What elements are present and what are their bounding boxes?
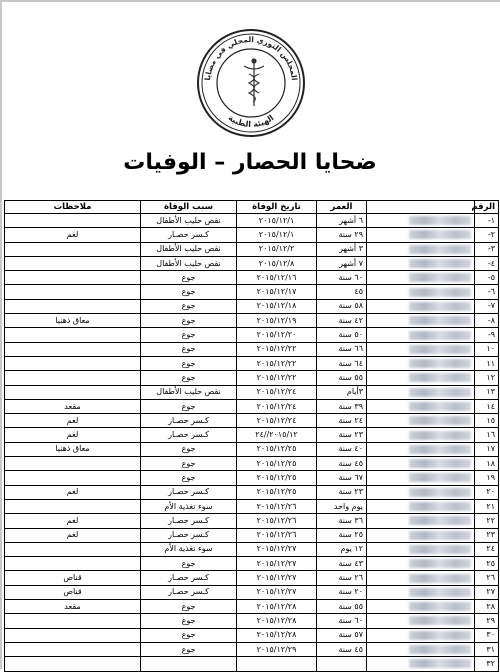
death-cause-cell: كـسر حصـار [141, 585, 237, 599]
death-date-cell: ٢٠١٥/١٢/٢ [237, 242, 317, 256]
row-number-cell: ١٦ [475, 428, 499, 442]
redacted-name-blur [409, 302, 471, 311]
notes-cell: لغم [5, 485, 141, 499]
death-cause-cell: جوع [141, 399, 237, 413]
age-cell: ٣٩ سنة [317, 399, 367, 413]
death-cause-cell: نقص حليب الأطفال [141, 214, 237, 228]
table-row [5, 542, 499, 556]
age-cell: ٦٠ سنة [317, 614, 367, 628]
age-cell: ٦٦ سنة [317, 342, 367, 356]
redacted-name-cell [367, 485, 475, 499]
death-date-cell: ٢٠١٥/١٢/٢٤ [237, 399, 317, 413]
red-crescent-icon [222, 54, 251, 112]
redacted-name-cell [367, 471, 475, 485]
notes-cell [5, 542, 141, 556]
death-date-cell: ٢٠١٥/١٢/١ [237, 228, 317, 242]
redacted-name-blur [409, 345, 471, 354]
notes-cell [5, 628, 141, 642]
redacted-name-blur [409, 545, 471, 554]
death-cause-cell: جوع [141, 356, 237, 370]
redacted-name-blur [409, 288, 471, 297]
table-row [5, 571, 499, 585]
notes-cell [5, 614, 141, 628]
death-date-cell: ٢٠١٥/١٢/٢٦ [237, 499, 317, 513]
table-row [5, 271, 499, 285]
redacted-name-blur [409, 473, 471, 482]
redacted-name-blur [409, 216, 471, 225]
age-cell: ٣ أشهر [317, 242, 367, 256]
notes-cell [5, 657, 141, 671]
row-number-cell: ٦- [475, 285, 499, 299]
notes-cell [5, 299, 141, 313]
death-date-cell: ٢٠١٥/١٢/٢٥ [237, 442, 317, 456]
table-row [5, 242, 499, 256]
death-cause-cell: جوع [141, 371, 237, 385]
death-date-cell: ٢٠١٥/١٢/٢٦ [237, 528, 317, 542]
redacted-name-blur [409, 488, 471, 497]
caduceus-icon [244, 59, 264, 106]
redacted-name-blur [409, 574, 471, 583]
notes-cell: لغم [5, 228, 141, 242]
row-number-cell: ٢٢ [475, 514, 499, 528]
row-number-cell: ٢٣ [475, 528, 499, 542]
notes-cell [5, 499, 141, 513]
table-row [5, 557, 499, 571]
redacted-name-blur [409, 259, 471, 268]
death-cause-cell: كـسر حصـار [141, 414, 237, 428]
redacted-name-cell [367, 600, 475, 614]
notes-cell: معاق ذهنيا [5, 442, 141, 456]
column-header-number: الرقم [475, 201, 499, 214]
redacted-name-blur [409, 373, 471, 382]
redacted-name-cell [367, 542, 475, 556]
death-cause-cell: كـسر حصـار [141, 485, 237, 499]
age-cell: ٦٤ سنة [317, 356, 367, 370]
table-row [5, 356, 499, 370]
notes-cell [5, 242, 141, 256]
death-cause-cell: جوع [141, 614, 237, 628]
table-row [5, 457, 499, 471]
death-date-cell: ٢٠١٥/١٢/١٩ [237, 314, 317, 328]
row-number-cell: ٣٠ [475, 628, 499, 642]
row-number-cell: ٢٥ [475, 557, 499, 571]
table-row [5, 485, 499, 499]
death-date-cell: ٢٠١٥/١٢/٢٩ [237, 642, 317, 656]
notes-cell: لغم [5, 414, 141, 428]
redacted-name-blur [409, 388, 471, 397]
row-number-cell: ١٣ [475, 385, 499, 399]
death-cause-cell: جوع [141, 442, 237, 456]
table-header-row [5, 201, 499, 214]
redacted-name-blur [409, 659, 471, 668]
death-cause-cell [141, 657, 237, 671]
death-cause-cell: جوع [141, 328, 237, 342]
row-number-cell: ٥- [475, 271, 499, 285]
row-number-cell: ١٤ [475, 399, 499, 413]
age-cell: ٢٠ سنة [317, 585, 367, 599]
table-row [5, 471, 499, 485]
row-number-cell: ٢٨ [475, 600, 499, 614]
redacted-name-blur [409, 531, 471, 540]
age-cell: يوم واحد [317, 499, 367, 513]
row-number-cell: ٢٤ [475, 542, 499, 556]
redacted-name-cell [367, 214, 475, 228]
row-number-cell: ١٩ [475, 471, 499, 485]
table-row [5, 642, 499, 656]
page-edge-left [0, 0, 2, 669]
death-date-cell: ٢٠١٥/١٢/٢٠ [237, 328, 317, 342]
death-date-cell: ٢٠١٥/١٢/٢٧ [237, 585, 317, 599]
row-number-cell: ١١ [475, 356, 499, 370]
redacted-name-blur [409, 359, 471, 368]
redacted-name-blur [409, 645, 471, 654]
death-cause-cell: كـسر حصـار [141, 571, 237, 585]
death-date-cell: ٢٠١٥/١٢/٢٦ [237, 514, 317, 528]
redacted-name-blur [409, 631, 471, 640]
redacted-name-cell [367, 657, 475, 671]
death-cause-cell: جوع [141, 557, 237, 571]
redacted-name-cell [367, 271, 475, 285]
notes-cell: لغم [5, 528, 141, 542]
death-cause-cell: نقص حليب الأطفال [141, 385, 237, 399]
notes-cell: قناص [5, 585, 141, 599]
age-cell: ٤٣ سنة [317, 557, 367, 571]
redacted-name-blur [409, 602, 471, 611]
notes-cell [5, 271, 141, 285]
redacted-name-cell [367, 299, 475, 313]
row-number-cell: ٢٠ [475, 485, 499, 499]
redacted-name-cell [367, 614, 475, 628]
notes-cell [5, 371, 141, 385]
death-cause-cell: سوء تغذية الأم [141, 499, 237, 513]
row-number-cell: ٧- [475, 299, 499, 313]
table-row [5, 328, 499, 342]
redacted-name-cell [367, 585, 475, 599]
death-cause-cell: جوع [141, 642, 237, 656]
death-cause-cell: كـسر حصـار [141, 428, 237, 442]
death-cause-cell: جوع [141, 314, 237, 328]
notes-cell [5, 285, 141, 299]
table-row [5, 314, 499, 328]
column-header-age: العمر [317, 201, 367, 214]
redacted-name-cell [367, 571, 475, 585]
age-cell [317, 657, 367, 671]
redacted-name-cell [367, 414, 475, 428]
death-date-cell: ٢٠١٥/١٢/٢٥ [237, 471, 317, 485]
death-date-cell: ٢٠١٥/١٢/١٧ [237, 285, 317, 299]
row-number-cell: ٩- [475, 328, 499, 342]
redacted-name-cell [367, 457, 475, 471]
table-row [5, 285, 499, 299]
column-header-cause: سبب الوفاة [141, 201, 237, 214]
table-row [5, 299, 499, 313]
notes-cell: مقعد [5, 399, 141, 413]
redacted-name-cell [367, 371, 475, 385]
redacted-name-blur [409, 316, 471, 325]
table-row [5, 256, 499, 270]
table-row [5, 600, 499, 614]
redacted-name-blur [409, 431, 471, 440]
table-row [5, 614, 499, 628]
redacted-name-blur [409, 588, 471, 597]
row-number-cell: ٢١ [475, 499, 499, 513]
row-number-cell: ١- [475, 214, 499, 228]
death-date-cell: ٢٠١٥/١٢/٢٨ [237, 614, 317, 628]
logo-text-top: المجلس الثوري المحلي في مضايا [203, 34, 299, 81]
table-row [5, 442, 499, 456]
redacted-name-cell [367, 228, 475, 242]
age-cell: ٦٧ سنة [317, 471, 367, 485]
redacted-name-blur [409, 402, 471, 411]
redacted-name-cell [367, 328, 475, 342]
redacted-name-blur [409, 459, 471, 468]
age-cell: ٥٥ سنة [317, 600, 367, 614]
age-cell: ٢٦ سنة [317, 571, 367, 585]
redacted-name-blur [409, 616, 471, 625]
death-cause-cell: جوع [141, 285, 237, 299]
death-cause-cell: جوع [141, 342, 237, 356]
redacted-name-blur [409, 516, 471, 525]
age-cell: ٢٣ سنة [317, 428, 367, 442]
table-row [5, 499, 499, 513]
death-date-cell: ٢٠١٥/١٢/٢٨ [237, 600, 317, 614]
death-cause-cell: جوع [141, 271, 237, 285]
logo-text-bottom: الهيئة الطبية [226, 113, 276, 130]
death-date-cell: ٢٠١٥/١٢/٨ [237, 256, 317, 270]
row-number-cell: ٣٢ [475, 657, 499, 671]
redacted-name-cell [367, 628, 475, 642]
notes-cell [5, 385, 141, 399]
notes-cell [5, 342, 141, 356]
notes-cell: لغم [5, 514, 141, 528]
redacted-name-cell [367, 428, 475, 442]
table-row [5, 371, 499, 385]
table-row [5, 228, 499, 242]
notes-cell [5, 356, 141, 370]
redacted-name-cell [367, 499, 475, 513]
death-cause-cell: كـسر حصـار [141, 228, 237, 242]
page-edge-top [0, 0, 500, 2]
redacted-name-cell [367, 642, 475, 656]
notes-cell [5, 642, 141, 656]
table-row [5, 528, 499, 542]
notes-cell [5, 328, 141, 342]
death-cause-cell: جوع [141, 600, 237, 614]
age-cell: ٢٣ سنة [317, 485, 367, 499]
row-number-cell: ٢٧ [475, 585, 499, 599]
redacted-name-cell [367, 514, 475, 528]
column-header-date: تاريخ الوفاة [237, 201, 317, 214]
redacted-name-blur [409, 502, 471, 511]
column-header-notes: ملاحظات [5, 201, 141, 214]
notes-cell [5, 557, 141, 571]
age-cell: ٤٠ سنة [317, 442, 367, 456]
table-row [5, 342, 499, 356]
age-cell: ٢٤ سنة [317, 414, 367, 428]
age-cell: ٣٦ سنة [317, 514, 367, 528]
death-date-cell: ٢٠١٥/١٢/٢٢ [237, 356, 317, 370]
row-number-cell: ٣١ [475, 642, 499, 656]
notes-cell: مقعد [5, 600, 141, 614]
death-date-cell: ٢٠١٥/١٢/٢٧ [237, 557, 317, 571]
age-cell: ٤٥ [317, 285, 367, 299]
death-date-cell: ٢٠١٥/١٢/٢٢ [237, 371, 317, 385]
row-number-cell: ٣- [475, 242, 499, 256]
row-number-cell: ١٨ [475, 457, 499, 471]
table-row [5, 628, 499, 642]
redacted-name-blur [409, 416, 471, 425]
age-cell: ٥٧ سنة [317, 628, 367, 642]
notes-cell [5, 457, 141, 471]
age-cell: ٦٠ سنة [317, 271, 367, 285]
redacted-name-blur [409, 245, 471, 254]
death-date-cell: ٢٠١٥/١٢/٢٨ [237, 628, 317, 642]
death-cause-cell: نقص حليب الأطفال [141, 242, 237, 256]
death-cause-cell: كـسر حصـار [141, 514, 237, 528]
medical-council-logo [196, 28, 306, 138]
death-cause-cell: سوء تغذية الأم [141, 542, 237, 556]
age-cell: ٤٥ سنة [317, 642, 367, 656]
age-cell: ٧ أشهر [317, 256, 367, 270]
redacted-name-blur [409, 559, 471, 568]
death-date-cell [237, 657, 317, 671]
age-cell: ٢٩ سنة [317, 228, 367, 242]
row-number-cell: ٢٦ [475, 571, 499, 585]
age-cell: ٣أيام [317, 385, 367, 399]
redacted-name-blur [409, 230, 471, 239]
table-row [5, 399, 499, 413]
redacted-name-cell [367, 442, 475, 456]
death-date-cell: ٢٠١٥/١٢/١٨ [237, 299, 317, 313]
death-cause-cell: جوع [141, 628, 237, 642]
table-row [5, 428, 499, 442]
age-cell: ٤٢ سنة [317, 314, 367, 328]
death-date-cell: ٢٠١٥/١٢/٢٧ [237, 571, 317, 585]
notes-cell [5, 471, 141, 485]
deaths-table [4, 200, 499, 672]
row-number-cell: ١٠ [475, 342, 499, 356]
redacted-name-cell [367, 242, 475, 256]
death-date-cell: ٢٠١٥/١٢/٢٥ [237, 485, 317, 499]
age-cell: ٦ أشهر [317, 214, 367, 228]
death-date-cell: ٢٠١٥/١٢/٢٧ [237, 542, 317, 556]
row-number-cell: ٢- [475, 228, 499, 242]
notes-cell: معاق ذهنيا [5, 314, 141, 328]
redacted-name-blur [409, 273, 471, 282]
redacted-name-cell [367, 314, 475, 328]
redacted-name-cell [367, 528, 475, 542]
redacted-name-cell [367, 399, 475, 413]
row-number-cell: ١٥ [475, 414, 499, 428]
redacted-name-blur [409, 331, 471, 340]
notes-cell: قناص [5, 571, 141, 585]
redacted-name-blur [409, 445, 471, 454]
row-number-cell: ١٢ [475, 371, 499, 385]
notes-cell: لغم [5, 428, 141, 442]
column-header-name [367, 201, 475, 214]
death-date-cell: ٢٠١٥/١٢/٢٢ [237, 342, 317, 356]
age-cell: ٥٥ سنة [317, 371, 367, 385]
svg-text:الهيئة الطبية [227, 113, 276, 129]
death-date-cell: ٢٠١٥/١٢/١ [237, 214, 317, 228]
redacted-name-cell [367, 356, 475, 370]
table-row [5, 214, 499, 228]
row-number-cell: ٨- [475, 314, 499, 328]
age-cell: ٢٥ سنة [317, 528, 367, 542]
death-date-cell: ٢٠١٥/١٢/١٦ [237, 271, 317, 285]
age-cell: ٥٠ سنة [317, 328, 367, 342]
death-cause-cell: جوع [141, 457, 237, 471]
death-date-cell: ٢٠١٥/١٢/٢٤ [237, 385, 317, 399]
death-date-cell: ٢٠١٥/١٢/٢٥ [237, 457, 317, 471]
table-row [5, 385, 499, 399]
page-title: ضحايا الحصار – الوفيات [123, 150, 377, 175]
death-cause-cell: جوع [141, 299, 237, 313]
death-date-cell: ٢٠١٥/١٢/٢٤ [237, 414, 317, 428]
table-row [5, 414, 499, 428]
table-row [5, 585, 499, 599]
table-row [5, 514, 499, 528]
notes-cell [5, 214, 141, 228]
death-date-cell: ٢٠١٥/١٢//٢٤ [237, 428, 317, 442]
redacted-name-cell [367, 385, 475, 399]
death-cause-cell: جوع [141, 471, 237, 485]
redacted-name-cell [367, 285, 475, 299]
table-row [5, 657, 499, 671]
death-cause-cell: كـسر حصـار [141, 528, 237, 542]
notes-cell [5, 256, 141, 270]
age-cell: ٥٨ سنة [317, 299, 367, 313]
redacted-name-cell [367, 342, 475, 356]
redacted-name-cell [367, 256, 475, 270]
age-cell: ٤٥ سنة [317, 457, 367, 471]
row-number-cell: ٤- [475, 256, 499, 270]
row-number-cell: ٢٩ [475, 614, 499, 628]
age-cell: ١٢ يوم [317, 542, 367, 556]
death-cause-cell: نقص حليب الأطفال [141, 256, 237, 270]
row-number-cell: ١٧ [475, 442, 499, 456]
redacted-name-cell [367, 557, 475, 571]
